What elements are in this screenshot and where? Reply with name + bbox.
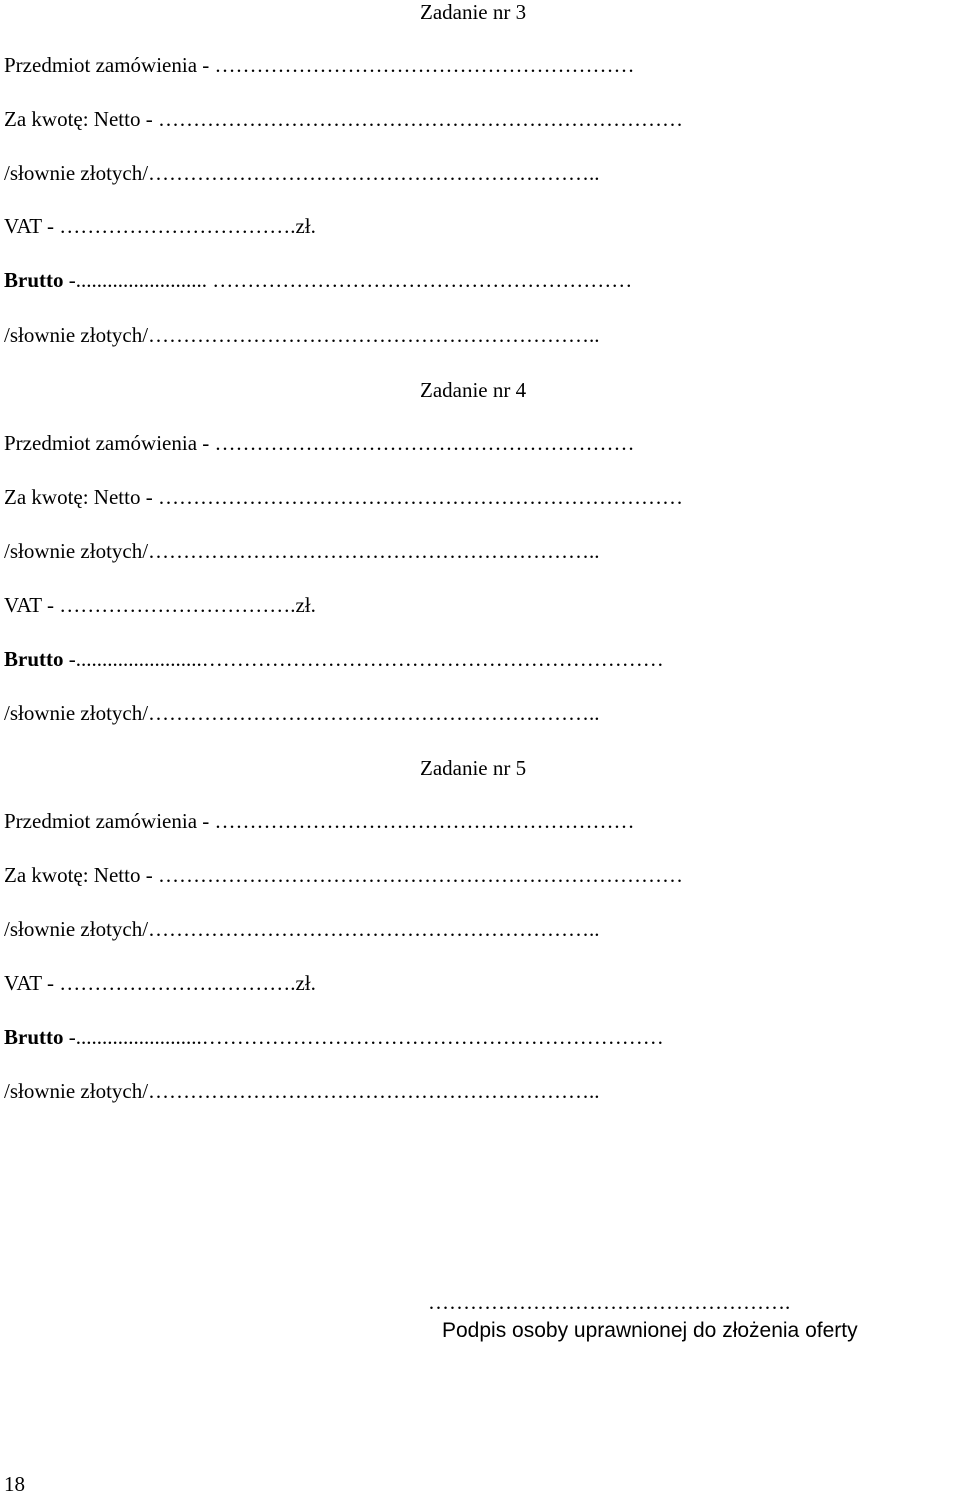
netto-field: Za kwotę: Netto - ………………………………………………………………… bbox=[4, 485, 683, 509]
signature-line: ……………………………………………. bbox=[428, 1290, 791, 1314]
subject-field: Przedmiot zamówienia - …………………………………………………… bbox=[4, 53, 635, 77]
section-heading: Zadanie nr 4 bbox=[420, 378, 527, 402]
section-heading: Zadanie nr 5 bbox=[420, 756, 527, 780]
brutto-words-field: /słownie złotych/……………………………………………………….. bbox=[4, 323, 600, 347]
netto-words-field: /słownie złotych/……………………………………………………….. bbox=[4, 161, 600, 185]
section-heading: Zadanie nr 3 bbox=[420, 0, 527, 24]
subject-field: Przedmiot zamówienia - …………………………………………………… bbox=[4, 809, 635, 833]
netto-words-field: /słownie złotych/……………………………………………………….. bbox=[4, 917, 600, 941]
netto-field: Za kwotę: Netto - ………………………………………………………………… bbox=[4, 863, 683, 887]
brutto-words-field: /słownie złotych/……………………………………………………….. bbox=[4, 701, 600, 725]
vat-field: VAT - …………………………….zł. bbox=[4, 214, 316, 238]
brutto-label: Brutto bbox=[4, 1025, 64, 1049]
brutto-field bbox=[4, 270, 632, 291]
netto-field: Za kwotę: Netto - ………………………………………………………………… bbox=[4, 107, 683, 131]
vat-field: VAT - …………………………….zł. bbox=[4, 971, 316, 995]
signature-label: Podpis osoby uprawnionej do złożenia oferty bbox=[442, 1319, 858, 1342]
subject-field: Przedmiot zamówienia - …………………………………………………… bbox=[4, 431, 635, 455]
brutto-field bbox=[4, 649, 664, 670]
page-number: 18 bbox=[4, 1472, 25, 1496]
brutto-label: Brutto bbox=[4, 647, 64, 671]
vat-field: VAT - …………………………….zł. bbox=[4, 593, 316, 617]
brutto-value: -........................………………………………………………………… bbox=[63, 647, 664, 671]
brutto-field bbox=[4, 1027, 664, 1048]
brutto-words-field: /słownie złotych/……………………………………………………….. bbox=[4, 1079, 600, 1103]
netto-words-field: /słownie złotych/……………………………………………………….. bbox=[4, 539, 600, 563]
brutto-value: -......................... …………………………………………………… bbox=[63, 268, 633, 292]
brutto-value: -........................………………………………………………………… bbox=[63, 1025, 664, 1049]
brutto-label: Brutto bbox=[4, 268, 64, 292]
